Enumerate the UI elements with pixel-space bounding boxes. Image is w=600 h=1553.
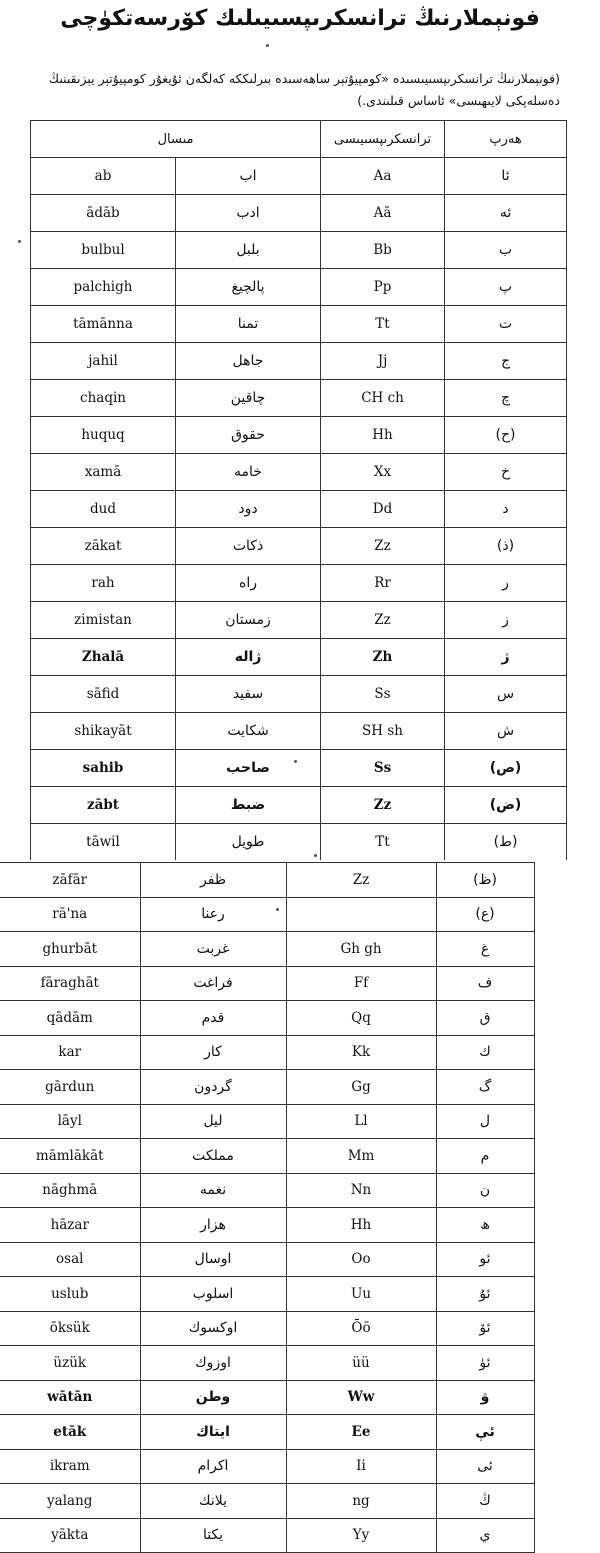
transcription-cell: Rr bbox=[321, 565, 445, 602]
example-arabic-cell: سفيد bbox=[176, 676, 321, 713]
example-latin-cell: ab bbox=[31, 158, 176, 195]
header-letter: ھەرپ bbox=[445, 121, 567, 158]
table-row bbox=[31, 528, 567, 565]
table-row bbox=[0, 897, 534, 932]
example-latin-cell: palchigh bbox=[31, 269, 176, 306]
transcription-cell: Tt bbox=[321, 824, 445, 861]
transcription-cell: Ww bbox=[286, 1380, 436, 1415]
letter-cell: ئۈ bbox=[436, 1346, 534, 1381]
scan-speck bbox=[18, 240, 21, 243]
table-row bbox=[31, 713, 567, 750]
example-arabic-cell: مملكت bbox=[140, 1139, 286, 1174]
intro-note: (فونېملارنىڭ ترانسكرىپسىيىسىدە «كومپيۇتېر ساھەسىدە بىرلىككە كەلگەن ئۇيغۇر كومپيۇتېر يېزىقىنىڭ دەسلەپكى لايىھىسى» ئاساس قىلىندى.) bbox=[48, 71, 560, 108]
table-row bbox=[31, 639, 567, 676]
transcription-cell: Zz bbox=[321, 602, 445, 639]
example-latin-cell: yalang bbox=[0, 1484, 140, 1519]
transcription-cell: ng bbox=[286, 1484, 436, 1519]
table-row bbox=[0, 1001, 534, 1036]
table-row bbox=[0, 1311, 534, 1346]
table-row bbox=[0, 1518, 534, 1553]
letter-cell: ز bbox=[445, 602, 567, 639]
example-latin-cell: zāfār bbox=[0, 863, 140, 898]
transcription-cell: Pp bbox=[321, 269, 445, 306]
table-row bbox=[0, 1070, 534, 1105]
example-arabic-cell: ايتاك bbox=[140, 1415, 286, 1450]
table-row bbox=[31, 824, 567, 861]
transcription-cell: Aa bbox=[321, 158, 445, 195]
transcription-cell: Zz bbox=[321, 787, 445, 824]
scan-speck bbox=[276, 908, 279, 911]
example-arabic-cell: ژاله bbox=[176, 639, 321, 676]
example-arabic-cell: ذكات bbox=[176, 528, 321, 565]
letter-cell: پ bbox=[445, 269, 567, 306]
letter-cell: ق bbox=[436, 1001, 534, 1036]
table-row bbox=[0, 1139, 534, 1174]
example-latin-cell: üzük bbox=[0, 1346, 140, 1381]
example-latin-cell: kar bbox=[0, 1035, 140, 1070]
table-row bbox=[0, 966, 534, 1001]
letter-cell: ئو bbox=[436, 1242, 534, 1277]
transcription-cell: SH sh bbox=[321, 713, 445, 750]
example-arabic-cell: اوسال bbox=[140, 1242, 286, 1277]
example-arabic-cell: نغمه bbox=[140, 1173, 286, 1208]
example-arabic-cell: اكرام bbox=[140, 1449, 286, 1484]
transcription-cell: Uu bbox=[286, 1277, 436, 1312]
letter-cell: ڭ bbox=[436, 1484, 534, 1519]
example-latin-cell: rah bbox=[31, 565, 176, 602]
letter-cell: ن bbox=[436, 1173, 534, 1208]
letter-cell: ئا bbox=[445, 158, 567, 195]
letter-cell: ك bbox=[436, 1035, 534, 1070]
letter-cell: ب bbox=[445, 232, 567, 269]
example-latin-cell: shikayāt bbox=[31, 713, 176, 750]
example-latin-cell: hāzar bbox=[0, 1208, 140, 1243]
letter-cell: (ح) bbox=[445, 417, 567, 454]
example-latin-cell: huquq bbox=[31, 417, 176, 454]
example-arabic-cell: اوكسوك bbox=[140, 1311, 286, 1346]
example-arabic-cell: رعنا bbox=[140, 897, 286, 932]
example-latin-cell: uslub bbox=[0, 1277, 140, 1312]
example-arabic-cell: شكايت bbox=[176, 713, 321, 750]
example-latin-cell: zābt bbox=[31, 787, 176, 824]
table-row bbox=[31, 602, 567, 639]
letter-cell: ي bbox=[436, 1518, 534, 1553]
example-latin-cell: bulbul bbox=[31, 232, 176, 269]
example-arabic-cell: ادب bbox=[176, 195, 321, 232]
table-row bbox=[31, 454, 567, 491]
example-latin-cell: osal bbox=[0, 1242, 140, 1277]
table-row bbox=[0, 1415, 534, 1450]
letter-cell: ف bbox=[436, 966, 534, 1001]
transcription-cell: Hh bbox=[286, 1208, 436, 1243]
transcription-cell: üü bbox=[286, 1346, 436, 1381]
example-arabic-cell: اوزوك bbox=[140, 1346, 286, 1381]
example-arabic-cell: كار bbox=[140, 1035, 286, 1070]
example-latin-cell: rā'na bbox=[0, 897, 140, 932]
letter-cell: ئې bbox=[436, 1415, 534, 1450]
letter-cell: ئە bbox=[445, 195, 567, 232]
transcription-cell: CH ch bbox=[321, 380, 445, 417]
example-arabic-cell: چاقين bbox=[176, 380, 321, 417]
letter-cell: ئۇ bbox=[436, 1277, 534, 1312]
transcription-cell: Ii bbox=[286, 1449, 436, 1484]
table-row bbox=[31, 565, 567, 602]
example-latin-cell: ādāb bbox=[31, 195, 176, 232]
scan-speck bbox=[314, 854, 317, 857]
letter-cell: ھ bbox=[436, 1208, 534, 1243]
example-arabic-cell: هزار bbox=[140, 1208, 286, 1243]
example-arabic-cell: زمستان bbox=[176, 602, 321, 639]
letter-cell: ئى bbox=[436, 1449, 534, 1484]
letter-cell: ت bbox=[445, 306, 567, 343]
example-latin-cell: fāraghāt bbox=[0, 966, 140, 1001]
example-latin-cell: gārdun bbox=[0, 1070, 140, 1105]
letter-cell: (ض) bbox=[445, 787, 567, 824]
table-row bbox=[31, 269, 567, 306]
transcription-cell: Zz bbox=[286, 863, 436, 898]
transcription-cell: Ss bbox=[321, 676, 445, 713]
transcription-cell: Ee bbox=[286, 1415, 436, 1450]
example-latin-cell: wātān bbox=[0, 1380, 140, 1415]
table-row bbox=[0, 932, 534, 967]
example-latin-cell: xamā bbox=[31, 454, 176, 491]
transcription-cell: Bb bbox=[321, 232, 445, 269]
table-row bbox=[0, 1104, 534, 1139]
example-arabic-cell: گردون bbox=[140, 1070, 286, 1105]
header-transcription: ترانسكرىپسىيىسى bbox=[321, 121, 445, 158]
example-latin-cell: tāmānna bbox=[31, 306, 176, 343]
transcription-cell: Gh gh bbox=[286, 932, 436, 967]
example-arabic-cell: تمنا bbox=[176, 306, 321, 343]
example-arabic-cell: حقوق bbox=[176, 417, 321, 454]
example-latin-cell: Zhalā bbox=[31, 639, 176, 676]
example-arabic-cell: غربت bbox=[140, 932, 286, 967]
table-row bbox=[31, 491, 567, 528]
example-latin-cell: nāghmā bbox=[0, 1173, 140, 1208]
example-arabic-cell: بلبل bbox=[176, 232, 321, 269]
example-latin-cell: etāk bbox=[0, 1415, 140, 1450]
example-latin-cell: sahib bbox=[31, 750, 176, 787]
example-arabic-cell: يكتا bbox=[140, 1518, 286, 1553]
example-arabic-cell: راه bbox=[176, 565, 321, 602]
transcription-cell: Ōō bbox=[286, 1311, 436, 1346]
transcription-cell: Yy bbox=[286, 1518, 436, 1553]
example-arabic-cell: صاحب bbox=[176, 750, 321, 787]
table-header-row bbox=[31, 121, 567, 158]
table-row bbox=[31, 787, 567, 824]
transcription-cell: Zh bbox=[321, 639, 445, 676]
transcription-cell: Xx bbox=[321, 454, 445, 491]
letter-cell: س bbox=[445, 676, 567, 713]
letter-cell: ش bbox=[445, 713, 567, 750]
example-latin-cell: ghurbāt bbox=[0, 932, 140, 967]
table-row bbox=[31, 158, 567, 195]
example-arabic-cell: قدم bbox=[140, 1001, 286, 1036]
header-example: مىسال bbox=[31, 121, 321, 158]
table-row bbox=[0, 1380, 534, 1415]
letter-cell: ج bbox=[445, 343, 567, 380]
letter-cell: (ع) bbox=[436, 897, 534, 932]
letter-cell: ل bbox=[436, 1104, 534, 1139]
example-latin-cell: zimistan bbox=[31, 602, 176, 639]
example-latin-cell: sāfid bbox=[31, 676, 176, 713]
table-row bbox=[31, 676, 567, 713]
table-row bbox=[31, 195, 567, 232]
example-arabic-cell: ظفر bbox=[140, 863, 286, 898]
example-latin-cell: qādām bbox=[0, 1001, 140, 1036]
example-latin-cell: ōksük bbox=[0, 1311, 140, 1346]
example-latin-cell: yākta bbox=[0, 1518, 140, 1553]
example-arabic-cell: دود bbox=[176, 491, 321, 528]
letter-cell: خ bbox=[445, 454, 567, 491]
transcription-cell: Ff bbox=[286, 966, 436, 1001]
scan-speck bbox=[266, 44, 269, 47]
table-row bbox=[31, 750, 567, 787]
transcription-cell: Ss bbox=[321, 750, 445, 787]
example-latin-cell: chaqin bbox=[31, 380, 176, 417]
table-row bbox=[31, 232, 567, 269]
page-title: فونېملارنىڭ ترانسكرىپسىيىلىك كۆرسەتكۈچى bbox=[60, 6, 540, 31]
transcription-cell: Ll bbox=[286, 1104, 436, 1139]
letter-cell: ر bbox=[445, 565, 567, 602]
transcription-cell: Gg bbox=[286, 1070, 436, 1105]
example-latin-cell: māmlākāt bbox=[0, 1139, 140, 1174]
transcription-cell: Zz bbox=[321, 528, 445, 565]
transcription-cell: Kk bbox=[286, 1035, 436, 1070]
transcription-cell: Mm bbox=[286, 1139, 436, 1174]
transcription-cell: Tt bbox=[321, 306, 445, 343]
example-arabic-cell: ضبط bbox=[176, 787, 321, 824]
example-arabic-cell: جاهل bbox=[176, 343, 321, 380]
letter-cell: چ bbox=[445, 380, 567, 417]
letter-cell: (ظ) bbox=[436, 863, 534, 898]
letter-cell: گ bbox=[436, 1070, 534, 1105]
transcription-cell: Dd bbox=[321, 491, 445, 528]
table-row bbox=[0, 1449, 534, 1484]
example-arabic-cell: فراغت bbox=[140, 966, 286, 1001]
table-row bbox=[31, 380, 567, 417]
transcription-cell: Oo bbox=[286, 1242, 436, 1277]
example-latin-cell: jahil bbox=[31, 343, 176, 380]
example-arabic-cell: يلانك bbox=[140, 1484, 286, 1519]
table-row bbox=[0, 1346, 534, 1381]
table-row bbox=[0, 1484, 534, 1519]
example-arabic-cell: طويل bbox=[176, 824, 321, 861]
example-latin-cell: lāyl bbox=[0, 1104, 140, 1139]
transcription-cell bbox=[286, 897, 436, 932]
table-row bbox=[0, 1208, 534, 1243]
transcription-cell: Nn bbox=[286, 1173, 436, 1208]
letter-cell: د bbox=[445, 491, 567, 528]
example-arabic-cell: ليل bbox=[140, 1104, 286, 1139]
letter-cell: (ص) bbox=[445, 750, 567, 787]
example-arabic-cell: اب bbox=[176, 158, 321, 195]
transcription-cell: Qq bbox=[286, 1001, 436, 1036]
example-latin-cell: tāwil bbox=[31, 824, 176, 861]
table-row bbox=[31, 417, 567, 454]
example-latin-cell: dud bbox=[31, 491, 176, 528]
letter-cell: (ذ) bbox=[445, 528, 567, 565]
table-row bbox=[0, 1277, 534, 1312]
phoneme-table-part-2 bbox=[0, 862, 535, 1553]
table-row bbox=[0, 1173, 534, 1208]
letter-cell: غ bbox=[436, 932, 534, 967]
example-arabic-cell: اسلوب bbox=[140, 1277, 286, 1312]
scan-speck bbox=[294, 760, 297, 763]
table-row bbox=[0, 863, 534, 898]
letter-cell: ژ bbox=[445, 639, 567, 676]
example-latin-cell: zākat bbox=[31, 528, 176, 565]
transcription-cell: Jj bbox=[321, 343, 445, 380]
example-arabic-cell: پالچيغ bbox=[176, 269, 321, 306]
table-row bbox=[31, 306, 567, 343]
transcription-cell: Aā bbox=[321, 195, 445, 232]
table-row bbox=[0, 1035, 534, 1070]
table-row bbox=[31, 343, 567, 380]
letter-cell: ئۆ bbox=[436, 1311, 534, 1346]
phoneme-table-part-1 bbox=[30, 120, 567, 860]
letter-cell: م bbox=[436, 1139, 534, 1174]
letter-cell: (ط) bbox=[445, 824, 567, 861]
example-arabic-cell: وطن bbox=[140, 1380, 286, 1415]
letter-cell: ۋ bbox=[436, 1380, 534, 1415]
example-latin-cell: ikram bbox=[0, 1449, 140, 1484]
example-arabic-cell: خامه bbox=[176, 454, 321, 491]
table-row bbox=[0, 1242, 534, 1277]
transcription-cell: Hh bbox=[321, 417, 445, 454]
